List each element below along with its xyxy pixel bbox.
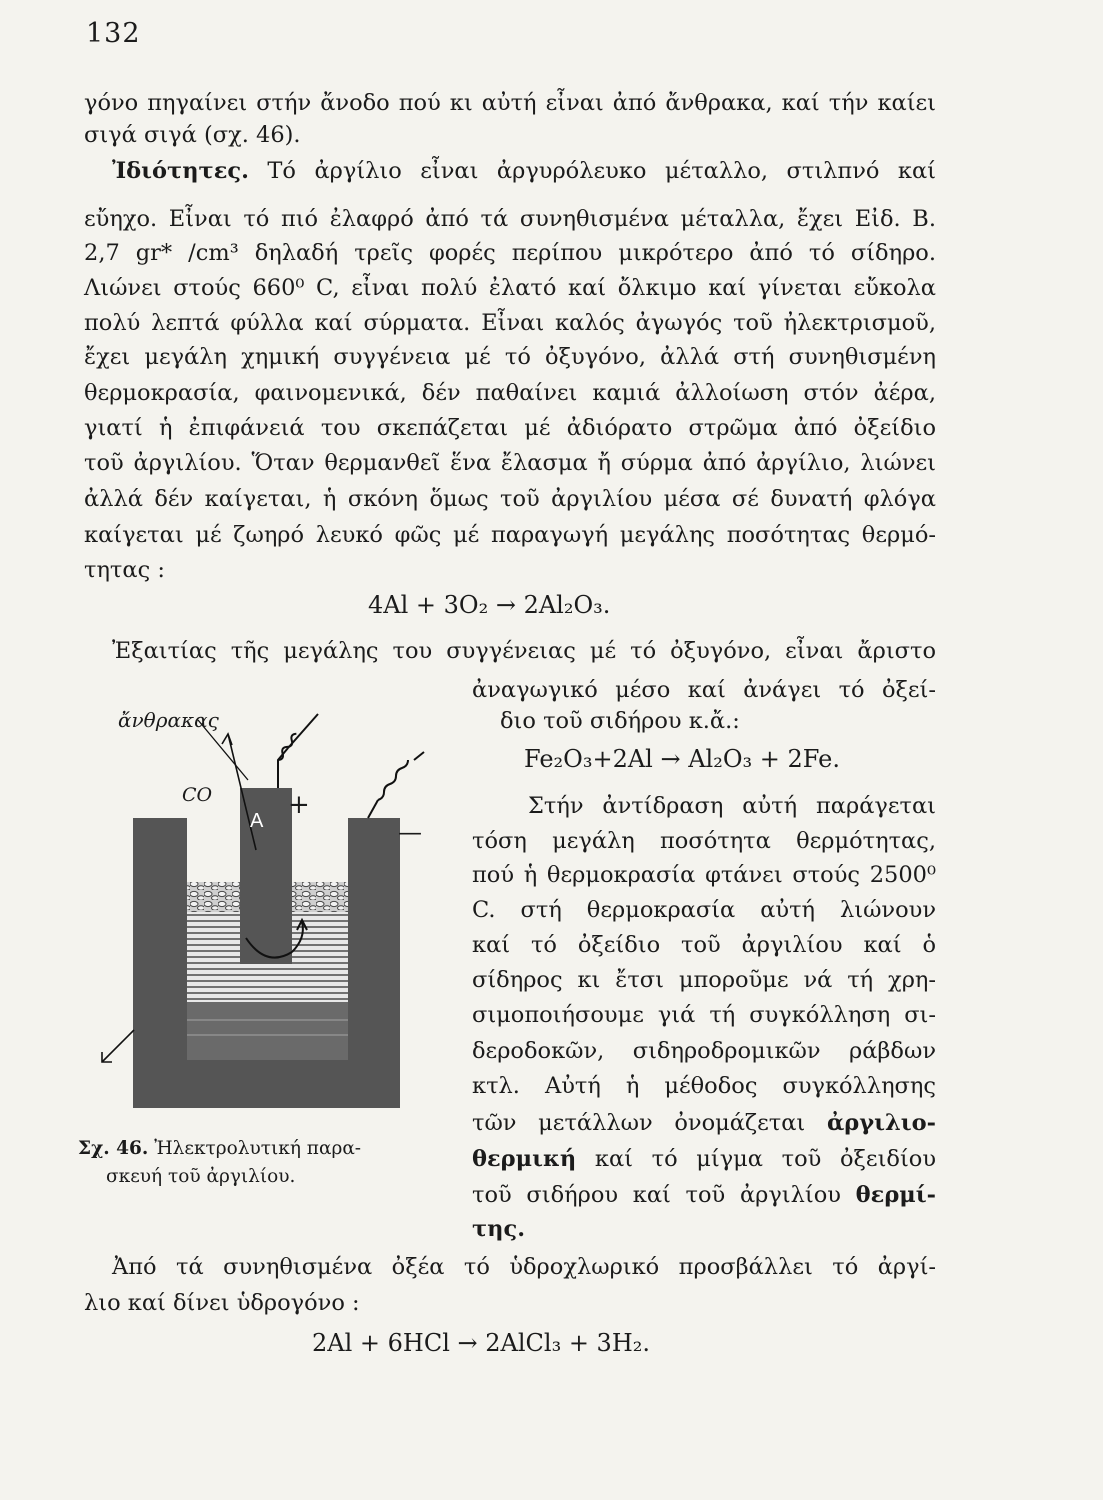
right-column-line: σιμοποιήσουμε γιά τή συγκόλληση σι- <box>472 1002 936 1028</box>
right-column-line: Στήν ἀντίδραση αὐτή παράγεται <box>528 793 936 819</box>
text-line: Ἀπό τά συνηθισμένα ὀξέα τό ὑδροχλωρικό προσβάλλει τό ἀργί- <box>112 1254 936 1280</box>
text-line: Λιώνει στούς 660⁰ C, εἶναι πολύ ἐλατό καί ὄλκιμο καί γίνεται εὔκολα <box>84 275 936 301</box>
right-column-line: κτλ. Αὐτή ἡ μέθοδος συγκόλλησης <box>472 1073 936 1099</box>
text-line: σιγά σιγά (σχ. 46). <box>84 122 301 148</box>
text-fragment: τῶν μετάλλων ὀνομάζεται <box>472 1110 806 1136</box>
text-line: πολύ λεπτά φύλλα καί σύρματα. Εἶναι καλός ἀγωγός τοῦ ἠλεκτρισμοῦ, <box>84 310 936 336</box>
text-fragment: καί τό μίγμα τοῦ ὀξειδίου <box>594 1146 937 1172</box>
text-line: τοῦ ἀργιλίου. Ὅταν θερμανθεῖ ἕνα ἔλασμα ἤ σύρμα ἀπό ἀργίλιο, λιώνει <box>84 450 936 476</box>
right-column-line: C. στή θερμοκρασία αὐτή λιώνουν <box>472 897 936 923</box>
right-column-line: πού ἡ θερμοκρασία φτάνει στούς 2500⁰ <box>472 862 936 888</box>
text-fragment: Τό ἀργίλιο εἶναι ἀργυρόλευκο μέταλλο, στιλπνό καί <box>267 158 937 184</box>
term-thermite: θερμί- <box>855 1182 936 1208</box>
text-line: ἀλλά δέν καίγεται, ἡ σκόνη ὅμως τοῦ ἀργιλίου μέσα σέ δυνατή φλόγα <box>84 486 936 512</box>
right-column-line: καί τό ὀξείδιο τοῦ ἀργιλίου καί ὁ <box>472 932 936 958</box>
electrolysis-figure <box>78 690 478 1110</box>
caption-text: σκευή τοῦ ἀργιλίου. <box>106 1166 296 1187</box>
caption-text: Ἠλεκτρολυτική παρα- <box>154 1138 362 1159</box>
label-plus: + <box>288 790 310 820</box>
figure-caption <box>78 1136 378 1162</box>
right-column-line: δεροδοκῶν, σιδηροδρομικῶν ράβδων <box>472 1038 936 1064</box>
label-minus: — <box>398 818 422 846</box>
molten-aluminium-layer <box>187 1002 348 1060</box>
equation-thermite: Fe₂O₃+2Al → Al₂O₃ + 2Fe. <box>524 745 840 773</box>
section-heading: Ἰδιότητες. <box>112 158 249 184</box>
term-aluminothermy: ἀργιλιο- <box>826 1110 936 1136</box>
text-line: εὔηχο. Εἶναι τό πιό ἐλαφρό ἀπό τά συνηθισμένα μέταλλα, ἔχει Εἰδ. Β. <box>84 206 936 232</box>
right-column-line: διο τοῦ σιδήρου κ.ἄ.: <box>500 708 740 734</box>
label-co: CO <box>182 784 213 806</box>
right-column-line: τόση μεγάλη ποσότητα θερμότητας, <box>472 828 936 854</box>
electrolysis-apparatus-diagram <box>78 690 478 1110</box>
equation-aluminium-oxidation: 4Al + 3O₂ → 2Al₂O₃. <box>368 591 611 619</box>
right-column-line: ἀναγωγικό μέσο καί ἀνάγει τό ὀξεί- <box>472 677 936 703</box>
right-column-line <box>472 1180 936 1210</box>
text-line: γιατί ἡ ἐπιφάνειά του σκεπάζεται μέ ἀδιόρατο στρῶμα ἀπό ὀξείδιο <box>84 415 936 441</box>
properties-line <box>112 156 936 186</box>
label-carbon: ἄνθρακας <box>118 708 219 732</box>
right-column-line <box>472 1214 936 1244</box>
text-line: καίγεται μέ ζωηρό λευκό φῶς μέ παραγωγή μεγάλης ποσότητας θερμό- <box>84 522 936 548</box>
equation-hcl-reaction: 2Al + 6HCl → 2AlCl₃ + 3H₂. <box>312 1329 651 1357</box>
text-line: γόνο πηγαίνει στήν ἄνοδο πού κι αὐτή εἶναι ἀπό ἄνθρακα, καί τήν καίει <box>84 90 936 116</box>
right-column-line <box>472 1144 936 1174</box>
text-line: τητας : <box>84 557 165 583</box>
text-line: ἔχει μεγάλη χημική συγγένεια μέ τό ὀξυγόνο, ἀλλά στή συνηθισμένη <box>84 344 936 370</box>
label-anode: A <box>250 810 264 832</box>
text-line: Ἐξαιτίας τῆς μεγάλης του συγγένειας μέ τό ὀξυγόνο, εἶναι ἄριστο <box>112 638 936 664</box>
text-line: 2,7 gr* /cm³ δηλαδή τρεῖς φορές περίπου μικρότερο ἀπό τό σίδηρο. <box>84 240 936 266</box>
right-column-line: σίδηρος κι ἔτσι μποροῦμε νά τή χρη- <box>472 967 936 993</box>
right-column-line <box>472 1108 936 1138</box>
caption-number: Σχ. 46. <box>78 1138 149 1159</box>
page-number: 132 <box>86 18 141 49</box>
text-fragment: τοῦ σιδήρου καί τοῦ ἀργιλίου <box>472 1182 841 1208</box>
text-line: θερμοκρασία, φαινομενικά, δέν παθαίνει καμιά ἀλλοίωση στόν ἀέρα, <box>84 380 936 406</box>
vessel-floor <box>133 1060 400 1108</box>
term-aluminothermy: θερμική <box>472 1146 577 1172</box>
text-line: λιο καί δίνει ὑδρογόνο : <box>84 1290 360 1316</box>
term-thermite: της. <box>472 1216 526 1242</box>
